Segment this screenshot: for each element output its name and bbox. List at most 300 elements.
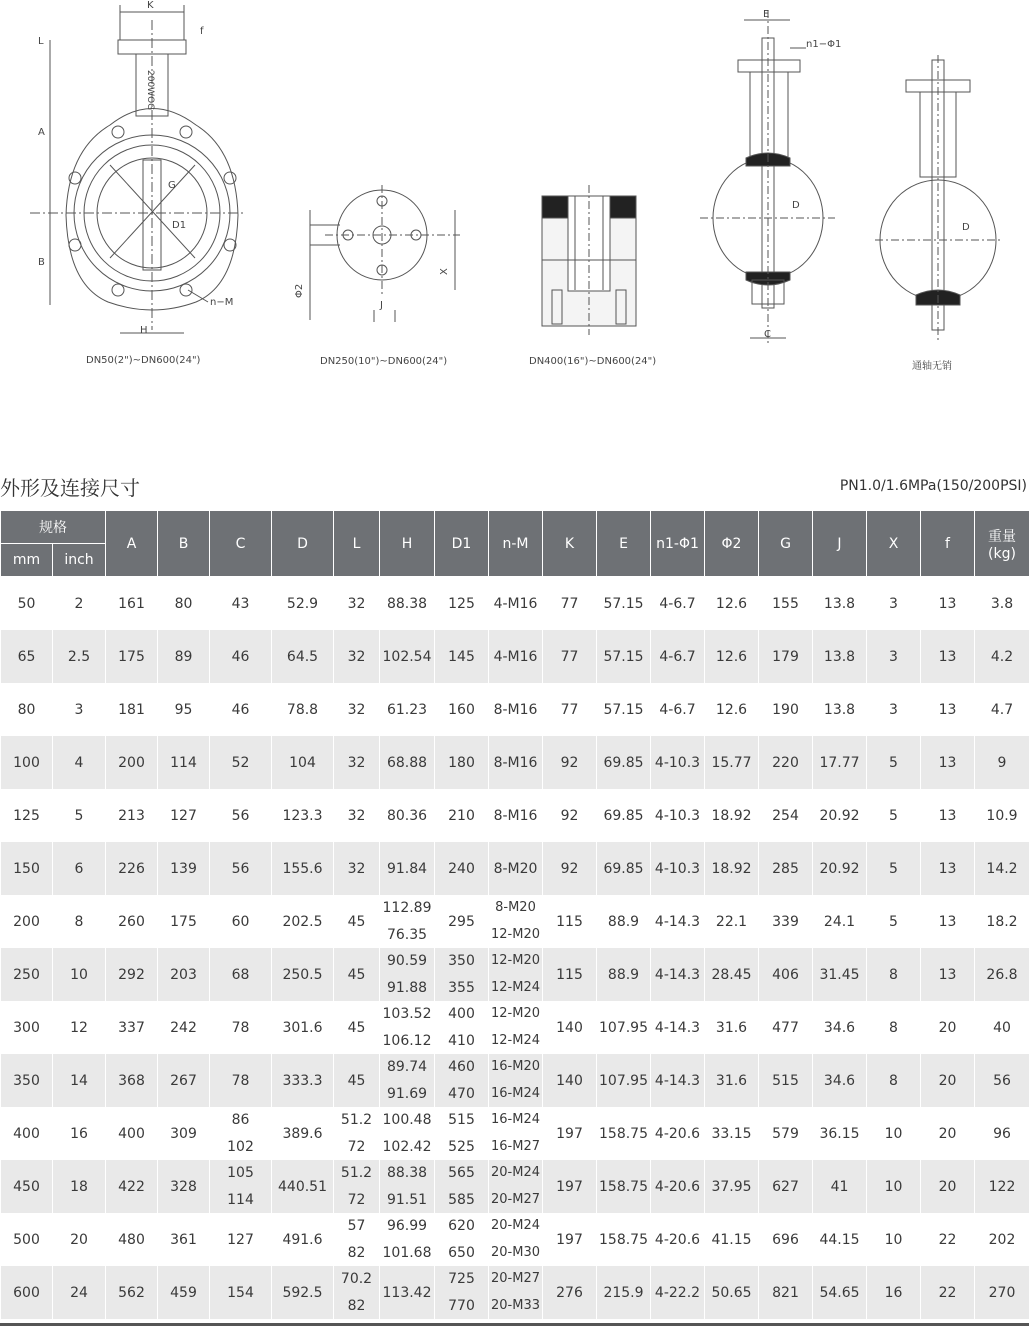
table-row — [1, 1054, 1029, 1107]
cell-d1: 160 — [435, 683, 489, 736]
cell-j: 20.92 — [813, 789, 867, 842]
cell-n1: 4-6.7 — [651, 630, 705, 683]
cell-b: 175 — [158, 895, 210, 948]
cell-inch: 24 — [53, 1266, 106, 1319]
cell-e: 69.85 — [597, 736, 651, 789]
cell-phi2: 31.6 — [705, 1054, 759, 1107]
cell-nm-stack — [489, 1054, 542, 1107]
dimensions-table — [0, 510, 1029, 1319]
cell-h-line: 91.88 — [386, 979, 428, 996]
cell-e: 88.9 — [597, 895, 651, 948]
cell-a: 480 — [106, 1213, 158, 1266]
cell-g: 339 — [759, 895, 813, 948]
table-row — [1, 842, 1029, 895]
header-h: H — [380, 511, 435, 577]
header-phi2: Φ2 — [705, 511, 759, 577]
through-shaft-drawing — [875, 55, 1000, 340]
cell-w: 202 — [975, 1213, 1029, 1266]
cell-d1-line: 515 — [448, 1112, 475, 1129]
caption-through-shaft: 通轴无销 — [912, 361, 952, 372]
cell-d1-stack — [435, 1266, 488, 1319]
cell-mm: 300 — [1, 1001, 53, 1054]
cell-c: 154 — [210, 1266, 272, 1319]
cell-d1-line: 410 — [448, 1032, 475, 1049]
cell-d: 389.6 — [272, 1107, 334, 1160]
cell-x: 10 — [867, 1160, 921, 1213]
cell-mm: 400 — [1, 1107, 53, 1160]
cell-d1: 125 — [435, 577, 489, 631]
cell-a: 337 — [106, 1001, 158, 1054]
cell-a: 368 — [106, 1054, 158, 1107]
technical-drawings — [0, 0, 1029, 380]
cell-x: 5 — [867, 842, 921, 895]
cell-w: 4.2 — [975, 630, 1029, 683]
cell-g: 220 — [759, 736, 813, 789]
cell-h-line: 102.42 — [382, 1138, 432, 1155]
cell-n1: 4-6.7 — [651, 683, 705, 736]
cell-inch: 2.5 — [53, 630, 106, 683]
cell-phi2: 37.95 — [705, 1160, 759, 1213]
cell-l-line: 72 — [347, 1138, 366, 1155]
section-title: 外形及连接尺寸 — [0, 476, 140, 500]
cell-nm: 8-M16 — [489, 789, 543, 842]
cell-h-line: 106.12 — [382, 1032, 432, 1049]
cell-f: 13 — [921, 948, 975, 1001]
cell-mm: 350 — [1, 1054, 53, 1107]
cell-b: 242 — [158, 1001, 210, 1054]
cell-f: 20 — [921, 1160, 975, 1213]
dim-label-j: J — [380, 300, 383, 311]
cell-k: 115 — [543, 948, 597, 1001]
cell-d1-line: 650 — [448, 1244, 475, 1261]
cell-c: 46 — [210, 683, 272, 736]
cell-g: 627 — [759, 1160, 813, 1213]
cell-k: 77 — [543, 577, 597, 631]
cell-e: 158.75 — [597, 1107, 651, 1160]
cell-nm-stack — [489, 1213, 542, 1266]
cell-h-line: 76.35 — [386, 926, 428, 943]
cell-mm: 50 — [1, 577, 53, 631]
cell-nm — [489, 1266, 543, 1319]
cell-j: 31.45 — [813, 948, 867, 1001]
cell-h — [380, 1213, 435, 1266]
cell-mm: 450 — [1, 1160, 53, 1213]
cell-c: 43 — [210, 577, 272, 631]
header-a: A — [106, 511, 158, 577]
cell-f: 20 — [921, 1054, 975, 1107]
cell-mm: 65 — [1, 630, 53, 683]
front-view-drawing — [30, 5, 245, 333]
cell-nm-stack — [489, 1001, 542, 1054]
cell-n1: 4-14.3 — [651, 948, 705, 1001]
cell-n1: 4-14.3 — [651, 895, 705, 948]
cell-d1 — [435, 1107, 489, 1160]
cell-c-stack — [210, 1160, 271, 1213]
cell-h: 91.84 — [380, 842, 435, 895]
valve-drawings-svg — [0, 0, 1029, 380]
cell-d: 155.6 — [272, 842, 334, 895]
cell-nm: 4-M16 — [489, 630, 543, 683]
cell-w: 3.8 — [975, 577, 1029, 631]
cell-c-line: 86 — [231, 1112, 250, 1129]
cell-x: 5 — [867, 736, 921, 789]
dim-label-h: H — [140, 325, 148, 336]
cell-d1-stack — [435, 1107, 488, 1160]
cell-j: 34.6 — [813, 1054, 867, 1107]
cell-e: 57.15 — [597, 577, 651, 631]
cell-l-stack — [334, 1213, 379, 1266]
cell-mm: 600 — [1, 1266, 53, 1319]
cell-nm: 4-M16 — [489, 577, 543, 631]
cell-k: 197 — [543, 1160, 597, 1213]
header-b: B — [158, 511, 210, 577]
cell-h — [380, 1160, 435, 1213]
cell-d: 123.3 — [272, 789, 334, 842]
cell-inch: 18 — [53, 1160, 106, 1213]
dim-label-b: B — [38, 257, 45, 268]
cell-d: 104 — [272, 736, 334, 789]
cell-d: 440.51 — [272, 1160, 334, 1213]
cell-phi2: 15.77 — [705, 736, 759, 789]
cell-h-stack — [380, 1107, 434, 1160]
cell-l-line: 82 — [347, 1297, 366, 1314]
header-weight — [975, 511, 1029, 577]
cell-inch: 8 — [53, 895, 106, 948]
cell-g: 179 — [759, 630, 813, 683]
dim-label-x: X — [439, 268, 450, 275]
header-l: L — [334, 511, 380, 577]
cell-f: 22 — [921, 1213, 975, 1266]
dim-label-n1phi1: n1−Φ1 — [806, 39, 842, 50]
cell-mm: 200 — [1, 895, 53, 948]
cell-h-line: 90.59 — [386, 953, 428, 970]
cell-l-line: 57 — [347, 1218, 366, 1235]
cell-phi2: 33.15 — [705, 1107, 759, 1160]
cell-b: 328 — [158, 1160, 210, 1213]
cell-a: 161 — [106, 577, 158, 631]
dim-label-k: K — [147, 0, 154, 11]
cell-c-line: 114 — [227, 1191, 254, 1208]
cell-l: 32 — [334, 736, 380, 789]
cell-h — [380, 948, 435, 1001]
cell-l-line: 70.2 — [340, 1271, 373, 1288]
cell-d1: 240 — [435, 842, 489, 895]
cell-d1 — [435, 1266, 489, 1319]
cell-mm: 500 — [1, 1213, 53, 1266]
cell-n1: 4-20.6 — [651, 1107, 705, 1160]
dim-label-g: G — [168, 180, 176, 191]
cell-x: 8 — [867, 1001, 921, 1054]
cell-b: 267 — [158, 1054, 210, 1107]
cell-nm-line: 12-M20 — [491, 926, 540, 942]
cell-x: 5 — [867, 789, 921, 842]
cell-nm-stack — [489, 1107, 542, 1160]
cell-j: 13.8 — [813, 630, 867, 683]
dim-label-d-2: D — [962, 222, 970, 233]
cell-a: 175 — [106, 630, 158, 683]
cell-n1: 4-22.2 — [651, 1266, 705, 1319]
cell-inch: 20 — [53, 1213, 106, 1266]
dim-label-200wog: 200WOG — [145, 70, 155, 111]
cell-k: 115 — [543, 895, 597, 948]
cell-h-stack — [380, 1001, 434, 1054]
table-row — [1, 1107, 1029, 1160]
cell-nm: 8-M16 — [489, 683, 543, 736]
cell-inch: 4 — [53, 736, 106, 789]
cell-nm-line: 16-M20 — [491, 1059, 540, 1075]
cell-mm: 250 — [1, 948, 53, 1001]
cell-l: 45 — [334, 948, 380, 1001]
header-mm: mm — [1, 544, 53, 577]
cell-f: 13 — [921, 736, 975, 789]
cell-l: 32 — [334, 630, 380, 683]
cell-nm-line: 12-M24 — [491, 979, 540, 995]
header-c: C — [210, 511, 272, 577]
cell-d1: 180 — [435, 736, 489, 789]
cell-l-line: 72 — [347, 1191, 366, 1208]
cell-f: 13 — [921, 630, 975, 683]
header-d: D — [272, 511, 334, 577]
cell-inch: 12 — [53, 1001, 106, 1054]
cell-h-stack — [380, 895, 434, 948]
cell-d1-stack — [435, 948, 488, 1001]
cell-l: 32 — [334, 577, 380, 631]
dim-label-a: A — [38, 127, 45, 138]
cell-x: 10 — [867, 1213, 921, 1266]
cell-x: 3 — [867, 630, 921, 683]
cell-l-line: 51.2 — [340, 1112, 373, 1129]
cell-nm-stack — [489, 895, 542, 948]
cell-g: 254 — [759, 789, 813, 842]
header-j: J — [813, 511, 867, 577]
cell-c — [210, 1160, 272, 1213]
cell-n1: 4-10.3 — [651, 842, 705, 895]
cell-d1-line: 725 — [448, 1271, 475, 1288]
cell-e: 69.85 — [597, 789, 651, 842]
cell-phi2: 31.6 — [705, 1001, 759, 1054]
cell-j: 36.15 — [813, 1107, 867, 1160]
cell-a: 226 — [106, 842, 158, 895]
cell-nm-stack — [489, 948, 542, 1001]
cell-d1 — [435, 1054, 489, 1107]
dim-label-l: L — [38, 36, 44, 47]
cell-d: 202.5 — [272, 895, 334, 948]
cell-c-line: 105 — [227, 1165, 254, 1182]
cell-inch: 14 — [53, 1054, 106, 1107]
cell-a: 260 — [106, 895, 158, 948]
cell-d: 491.6 — [272, 1213, 334, 1266]
cell-h-stack — [380, 1213, 434, 1266]
cell-l: 45 — [334, 895, 380, 948]
cell-k: 276 — [543, 1266, 597, 1319]
cell-h-line: 112.89 — [382, 900, 432, 917]
cell-h-stack — [380, 1160, 434, 1213]
cell-nm — [489, 1001, 543, 1054]
cell-c: 46 — [210, 630, 272, 683]
cell-h: 113.42 — [380, 1266, 435, 1319]
cell-h-line: 91.51 — [386, 1191, 428, 1208]
cell-d: 301.6 — [272, 1001, 334, 1054]
cell-c: 52 — [210, 736, 272, 789]
table-row — [1, 1213, 1029, 1266]
cell-nm-line: 16-M27 — [491, 1138, 540, 1154]
cell-nm-line: 16-M24 — [491, 1112, 540, 1128]
cell-inch: 10 — [53, 948, 106, 1001]
cell-d: 52.9 — [272, 577, 334, 631]
cell-inch: 6 — [53, 842, 106, 895]
cell-x: 3 — [867, 683, 921, 736]
cell-nm-line: 16-M24 — [491, 1085, 540, 1101]
cell-n1: 4-20.6 — [651, 1213, 705, 1266]
pressure-rating: PN1.0/1.6MPa(150/200PSI) — [839, 478, 1027, 494]
cell-nm-line: 20-M24 — [491, 1218, 540, 1234]
header-g: G — [759, 511, 813, 577]
cell-inch: 3 — [53, 683, 106, 736]
cell-g: 821 — [759, 1266, 813, 1319]
cell-f: 20 — [921, 1001, 975, 1054]
caption-flange-view: DN250(10")~DN600(24") — [320, 356, 448, 367]
cell-h-line: 101.68 — [382, 1244, 432, 1261]
header-k: K — [543, 511, 597, 577]
cell-f: 20 — [921, 1107, 975, 1160]
cell-c: 78 — [210, 1054, 272, 1107]
cell-nm-line: 8-M20 — [495, 900, 536, 916]
cell-d1-line: 400 — [448, 1006, 475, 1023]
cell-phi2: 12.6 — [705, 683, 759, 736]
cell-h-stack — [380, 948, 434, 1001]
table-row — [1, 1001, 1029, 1054]
table-row — [1, 948, 1029, 1001]
cell-a: 181 — [106, 683, 158, 736]
cell-x: 8 — [867, 1054, 921, 1107]
cell-w: 56 — [975, 1054, 1029, 1107]
cell-n1: 4-10.3 — [651, 789, 705, 842]
cell-k: 77 — [543, 630, 597, 683]
cell-l: 32 — [334, 789, 380, 842]
cell-c: 127 — [210, 1213, 272, 1266]
cell-g: 155 — [759, 577, 813, 631]
cell-l-stack — [334, 1160, 379, 1213]
cell-mm: 100 — [1, 736, 53, 789]
cell-x: 16 — [867, 1266, 921, 1319]
cell-a: 292 — [106, 948, 158, 1001]
cell-nm: 8-M20 — [489, 842, 543, 895]
cell-k: 197 — [543, 1107, 597, 1160]
dim-label-d1: D1 — [172, 220, 187, 231]
cell-n1: 4-14.3 — [651, 1001, 705, 1054]
cell-h-stack — [380, 1054, 434, 1107]
cell-n1: 4-6.7 — [651, 577, 705, 631]
cell-g: 696 — [759, 1213, 813, 1266]
cell-l — [334, 1213, 380, 1266]
cell-c: 60 — [210, 895, 272, 948]
cell-nm-stack — [489, 1160, 542, 1213]
cell-d1-line: 565 — [448, 1165, 475, 1182]
cell-g: 190 — [759, 683, 813, 736]
cell-l: 32 — [334, 683, 380, 736]
table-row — [1, 1266, 1029, 1319]
cell-b: 95 — [158, 683, 210, 736]
header-weight-unit: (kg) — [988, 545, 1016, 562]
cell-b: 203 — [158, 948, 210, 1001]
cell-l: 32 — [334, 842, 380, 895]
cell-nm — [489, 1054, 543, 1107]
cell-c: 56 — [210, 842, 272, 895]
cell-j: 13.8 — [813, 683, 867, 736]
cell-d1-line: 355 — [448, 979, 475, 996]
cell-phi2: 28.45 — [705, 948, 759, 1001]
cell-h: 68.88 — [380, 736, 435, 789]
cell-d1-line: 585 — [448, 1191, 475, 1208]
cell-d1-line: 525 — [448, 1138, 475, 1155]
cell-h: 80.36 — [380, 789, 435, 842]
cell-d: 64.5 — [272, 630, 334, 683]
cell-phi2: 41.15 — [705, 1213, 759, 1266]
cell-k: 92 — [543, 736, 597, 789]
cell-l — [334, 1107, 380, 1160]
cell-g: 579 — [759, 1107, 813, 1160]
cell-e: 69.85 — [597, 842, 651, 895]
cell-nm-line: 12-M20 — [491, 953, 540, 969]
cell-d1-line: 350 — [448, 953, 475, 970]
header-e: E — [597, 511, 651, 577]
cell-k: 197 — [543, 1213, 597, 1266]
cell-d1-line: 460 — [448, 1059, 475, 1076]
cell-d1 — [435, 1213, 489, 1266]
cell-b: 114 — [158, 736, 210, 789]
cell-d1 — [435, 1001, 489, 1054]
header-inch: inch — [53, 544, 106, 577]
table-row — [1, 630, 1029, 683]
cell-h-line: 96.99 — [386, 1218, 428, 1235]
cell-l — [334, 1160, 380, 1213]
caption-section-view: DN400(16")~DN600(24") — [529, 356, 657, 367]
cell-g: 515 — [759, 1054, 813, 1107]
cell-n1: 4-20.6 — [651, 1160, 705, 1213]
cell-h-line: 91.69 — [386, 1085, 428, 1102]
cell-nm-line: 20-M33 — [491, 1297, 540, 1313]
cell-h: 88.38 — [380, 577, 435, 631]
cell-f: 13 — [921, 789, 975, 842]
cell-d1: 295 — [435, 895, 489, 948]
cell-e: 57.15 — [597, 683, 651, 736]
dim-label-e: E — [763, 9, 770, 20]
header-n1phi1: n1-Φ1 — [651, 511, 705, 577]
dim-label-c: C — [764, 329, 771, 340]
cell-d1: 145 — [435, 630, 489, 683]
table-row — [1, 577, 1029, 631]
cell-w: 18.2 — [975, 895, 1029, 948]
cell-f: 13 — [921, 683, 975, 736]
cell-d1-line: 470 — [448, 1085, 475, 1102]
cell-x: 8 — [867, 948, 921, 1001]
cell-nm — [489, 948, 543, 1001]
cell-l-stack — [334, 1107, 379, 1160]
cell-e: 107.95 — [597, 1001, 651, 1054]
cell-h-line: 89.74 — [386, 1059, 428, 1076]
cell-c: 78 — [210, 1001, 272, 1054]
cell-e: 57.15 — [597, 630, 651, 683]
cell-k: 92 — [543, 789, 597, 842]
cell-nm-line: 12-M24 — [491, 1032, 540, 1048]
cell-b: 89 — [158, 630, 210, 683]
header-nm: n-M — [489, 511, 543, 577]
cell-e: 158.75 — [597, 1213, 651, 1266]
cell-x: 5 — [867, 895, 921, 948]
cell-h: 102.54 — [380, 630, 435, 683]
cell-b: 127 — [158, 789, 210, 842]
cell-a: 400 — [106, 1107, 158, 1160]
